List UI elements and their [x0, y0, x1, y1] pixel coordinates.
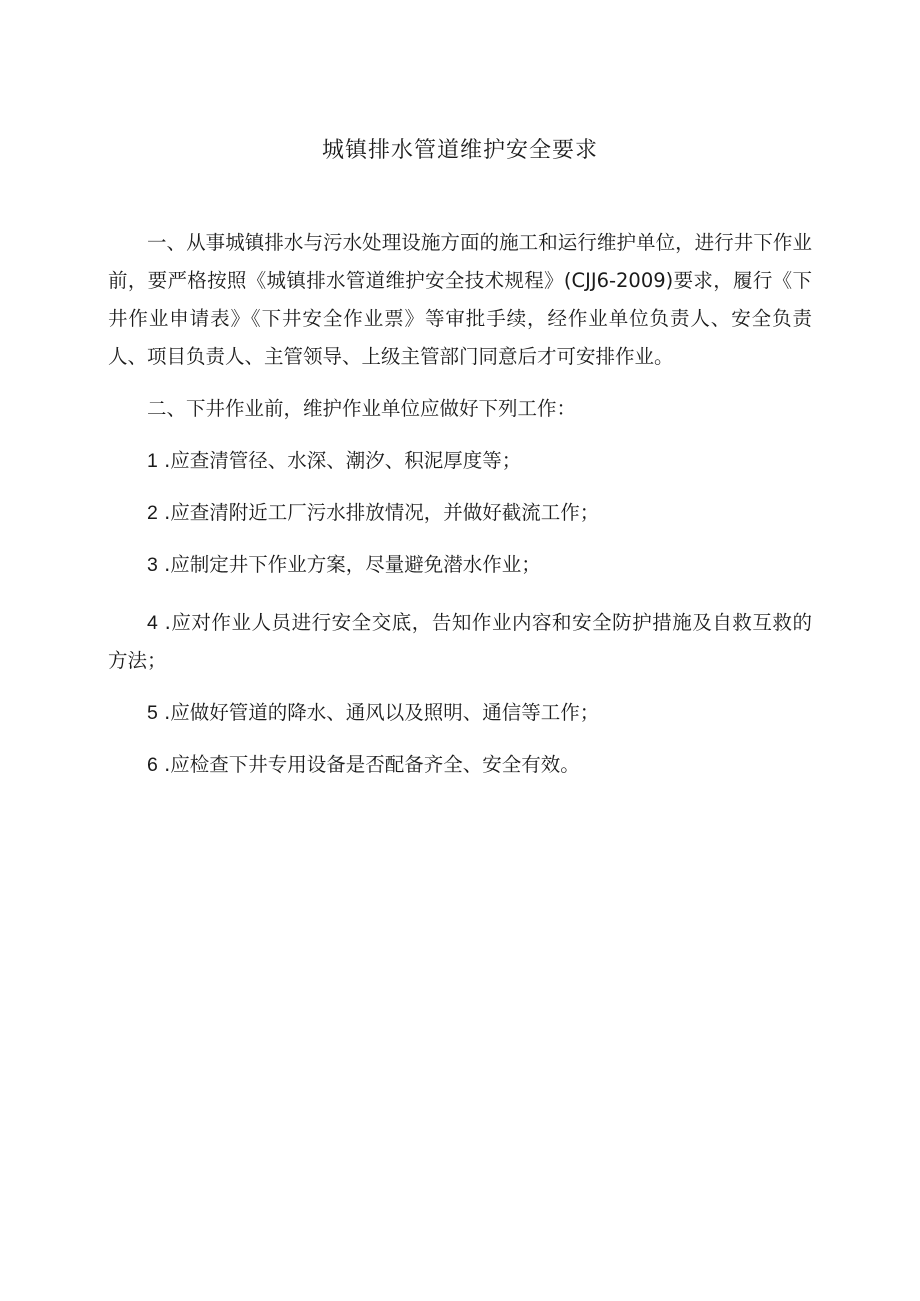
list-item-1: [108, 442, 812, 480]
list-item-number: 2: [147, 502, 158, 524]
list-item-text: .应制定井下作业方案，尽量避免潜水作业；: [164, 553, 541, 576]
list-item-text: .应检查下井专用设备是否配备齐全、安全有效。: [164, 753, 580, 776]
document-title: 城镇排水管道维护安全要求: [321, 138, 598, 163]
section-1-paragraph: 一、从事城镇排水与污水处理设施方面的施工和运行维护单位，进行井下作业前，要严格按照《城镇排水管道维护安全技术规程》(CJJ6-2009)要求，履行《下井作业申请表》《下井安全作业票》等审批手续，经作业单位负责人、安全负责人、项目负责人、主管领导、上级主管部门同意后才可安排作业。: [108, 231, 812, 368]
section-2-heading: 二、下井作业前，维护作业单位应做好下列工作：: [147, 397, 577, 420]
list-item-6: [108, 746, 812, 784]
list-item-text: .应做好管道的降水、通风以及照明、通信等工作；: [164, 701, 600, 724]
list-item-number: 5: [147, 702, 158, 724]
list-item-number: 1: [147, 450, 158, 472]
list-item-4: [108, 604, 812, 680]
list-item-2: [108, 494, 812, 532]
list-item-number: 4: [147, 612, 158, 634]
list-item-text: .应对作业人员进行安全交底，告知作业内容和安全防护措施及自救互救的方法；: [108, 611, 813, 672]
list-item-text: .应查清管径、水深、潮汐、积泥厚度等；: [164, 449, 522, 472]
document-body: [108, 224, 812, 798]
list-item-number: 3: [147, 554, 158, 576]
list-item-text: .应查清附近工厂污水排放情况，并做好截流工作；: [164, 501, 600, 524]
list-item-5: [108, 694, 812, 732]
list-item-number: 6: [147, 754, 158, 776]
list-item-3: [108, 546, 812, 584]
